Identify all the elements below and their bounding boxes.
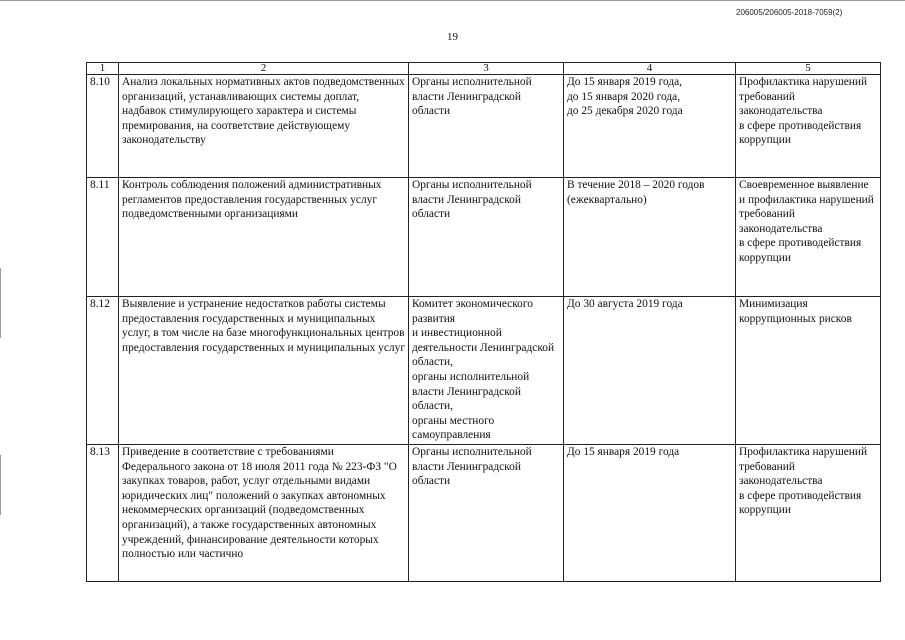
row-number: 8.11 [87, 178, 119, 297]
column-header: 4 [564, 63, 736, 75]
scan-edge-mark [0, 0, 905, 1]
document-id: 206005/206005-2018-7059(2) [736, 8, 843, 17]
executor-cell: Комитет экономического развития и инвестиционной деятельности Ленинградской области, органы исполнительной власти Ленинградской области, органы местного самоуправления [409, 297, 564, 445]
table-row [87, 178, 881, 297]
scan-edge-mark [0, 455, 1, 515]
result-cell: Своевременное выявление и профилактика нарушений требований законодательства в сфере противодействия коррупции [736, 178, 881, 297]
measure-cell: Выявление и устранение недостатков работы системы предоставления государственных и муниципальных услуг, в том числе на базе многофункциональных центров предоставления государственных и муниципальных услуг [119, 297, 409, 445]
column-header: 5 [736, 63, 881, 75]
result-cell: Профилактика нарушений требований законодательства в сфере противодействия коррупции [736, 445, 881, 582]
result-cell: Минимизация коррупционных рисков [736, 297, 881, 445]
column-header: 1 [87, 63, 119, 75]
measure-cell: Анализ локальных нормативных актов подведомственных организаций, устанавливающих системы доплат, надбавок стимулирующего характера и системы премирования, на соответствие действующему законодательству [119, 75, 409, 178]
column-header: 2 [119, 63, 409, 75]
row-number: 8.12 [87, 297, 119, 445]
row-number: 8.13 [87, 445, 119, 582]
term-cell: До 15 января 2019 года, до 15 января 2020 года, до 25 декабря 2020 года [564, 75, 736, 178]
executor-cell: Органы исполнительной власти Ленинградской области [409, 75, 564, 178]
term-cell: До 30 августа 2019 года [564, 297, 736, 445]
table-row [87, 297, 881, 445]
scan-edge-mark [0, 268, 1, 338]
executor-cell: Органы исполнительной власти Ленинградской области [409, 178, 564, 297]
term-cell: В течение 2018 – 2020 годов (ежеквартально) [564, 178, 736, 297]
table-row [87, 75, 881, 178]
column-header: 3 [409, 63, 564, 75]
measures-table [86, 62, 881, 582]
measure-cell: Контроль соблюдения положений административных регламентов предоставления государственных услуг подведомственными организациями [119, 178, 409, 297]
measure-cell: Приведение в соответствие с требованиями Федерального закона от 18 июля 2011 года № 223-ФЗ "О закупках товаров, работ, услуг отдельными видами юридических лиц" положений о закупках автономных некоммерческих организаций (подведомственных организаций), а также государственных автономных учреждений, финансирование деятельности которых полностью или частично [119, 445, 409, 582]
term-cell: До 15 января 2019 года [564, 445, 736, 582]
page-number: 19 [447, 31, 458, 43]
result-cell: Профилактика нарушений требований законодательства в сфере противодействия коррупции [736, 75, 881, 178]
table-row [87, 445, 881, 582]
executor-cell: Органы исполнительной власти Ленинградской области [409, 445, 564, 582]
column-number-row [87, 63, 881, 75]
row-number: 8.10 [87, 75, 119, 178]
